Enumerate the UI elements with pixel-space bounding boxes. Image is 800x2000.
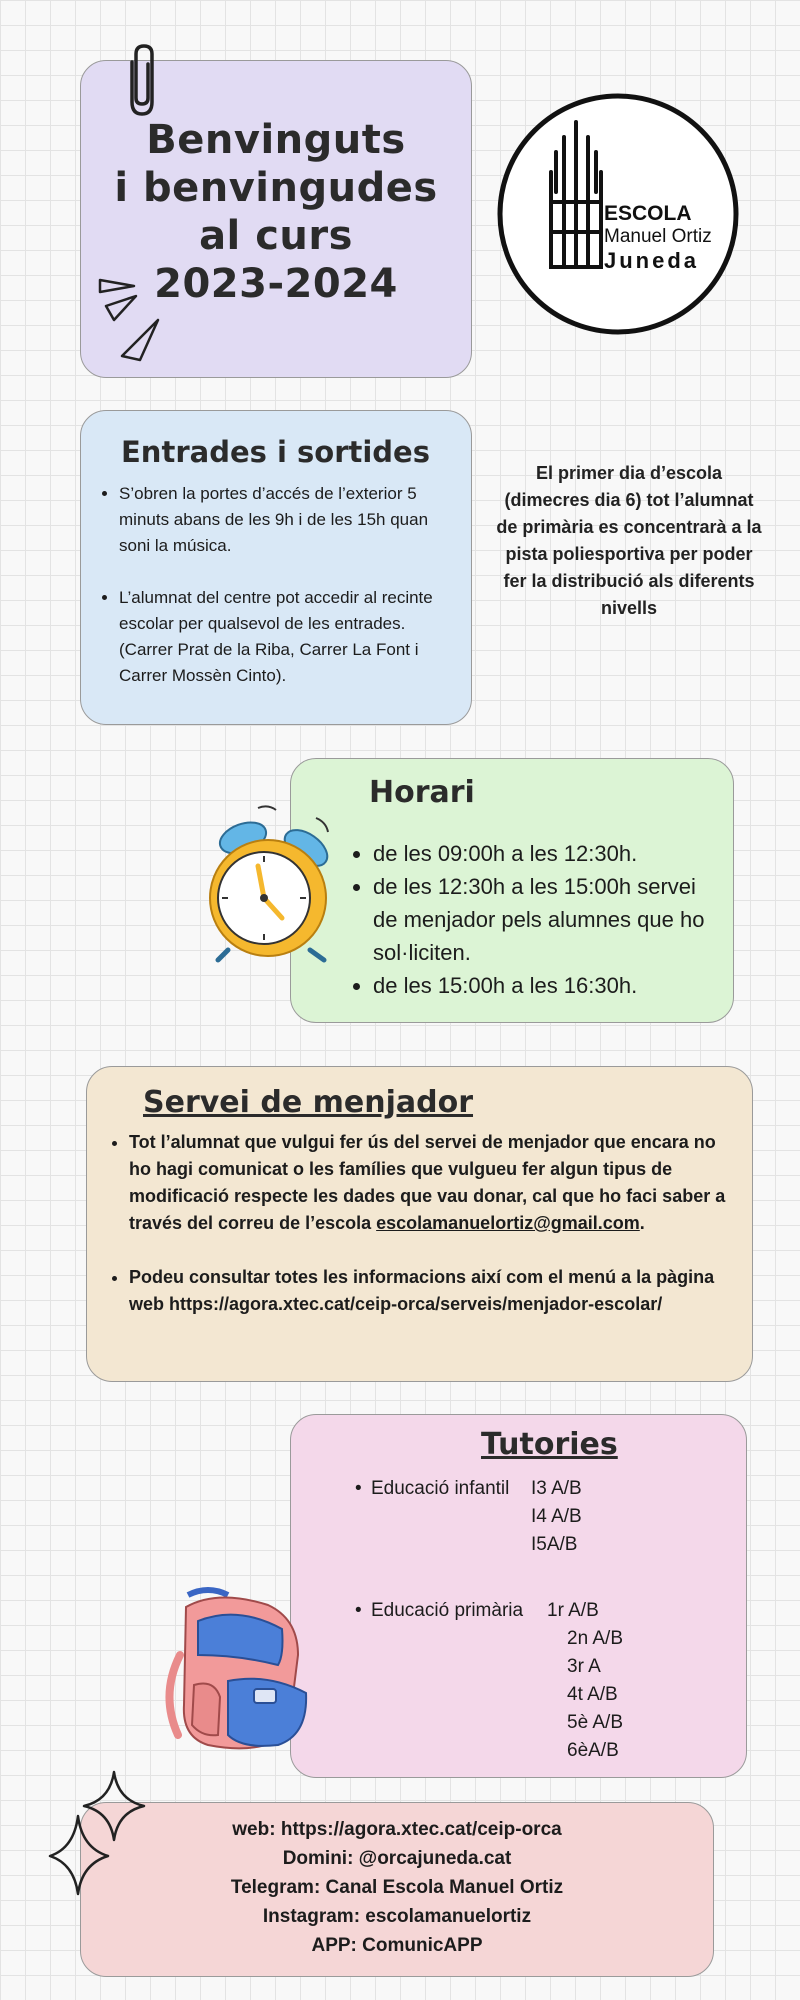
list-item: • de les 12:30h a les 15:00h servei de menjador pels alumnes que ho sol·liciten. (373, 870, 713, 969)
class-item: 1r A/B (547, 1600, 599, 1621)
welcome-title-line: al curs (199, 213, 353, 259)
welcome-title-line: 2023-2024 (154, 261, 398, 307)
tutories-primaria-label: Educació primària (371, 1600, 524, 1621)
list-item (129, 1129, 729, 1237)
first-day-note: El primer dia d’escola (dimecres dia 6) tot l’alumnat de primària es concentrarà a la pista poliesportiva per poder fer la distribució als diferents nivells (496, 463, 762, 618)
welcome-title-line: i benvingudes (114, 165, 438, 211)
list-item: • S’obren la portes d’accés de l’exterior 5 minuts abans de les 9h i de les 15h quan soni la música. (119, 481, 459, 559)
tutories-card (290, 1414, 747, 1778)
list-item: • de les 09:00h a les 12:30h. (373, 837, 713, 870)
sparkle-icon (48, 1766, 148, 1896)
class-item: I3 A/B (531, 1478, 582, 1499)
logo-line2: Manuel Ortiz (604, 226, 712, 247)
contact-app: APP: ComunicAPP (311, 1935, 483, 1956)
paperclip-icon (118, 42, 162, 120)
tutories-title: Tutories (481, 1427, 618, 1462)
tutories-infantil (355, 1475, 671, 1565)
horari-list (351, 837, 713, 1002)
list-item: • Podeu consultar totes les informacions així com el menú a la pàgina web https://agora.xtec.cat/ceip-orca/serveis/menjador-escolar/ (129, 1264, 729, 1318)
logo-line1: ESCOLA (604, 202, 692, 225)
contact-card (80, 1802, 714, 1977)
bullet-icon: • (355, 1478, 362, 1499)
menjador-item1-text: Tot l’alumnat que vulgui fer ús del servei de menjador que encara no ho hagi comunicat o les famílies que vulgueu fer algun tipus de modificació respecte les dades que vau donar, cal que ho faci saber a través del correu de l’escola (129, 1132, 726, 1233)
contact-lines (81, 1815, 713, 1960)
menjador-item1-end: . (639, 1213, 645, 1233)
class-item: 2n A/B (567, 1628, 623, 1649)
contact-domain: Domini: @orcajuneda.cat (282, 1848, 512, 1869)
school-logo (496, 92, 740, 336)
list-item: • de les 15:00h a les 16:30h. (373, 969, 713, 1002)
menjador-title: Servei de menjador (143, 1085, 474, 1120)
logo-line3: Juneda (604, 248, 700, 273)
menjador-card (86, 1066, 753, 1382)
contact-web[interactable]: web: https://agora.xtec.cat/ceip-orca (232, 1819, 562, 1840)
menjador-list (107, 1129, 729, 1345)
bullet-icon: • (355, 1600, 362, 1621)
email-link[interactable]: escolamanuelortiz@gmail.com (376, 1213, 640, 1233)
alarm-clock-icon (198, 800, 358, 965)
contact-telegram: Telegram: Canal Escola Manuel Ortiz (230, 1877, 564, 1898)
class-item: I4 A/B (531, 1506, 582, 1527)
class-item: 5è A/B (567, 1712, 623, 1733)
horari-title: Horari (369, 775, 475, 810)
tutories-primaria (355, 1597, 671, 1767)
class-item: I5A/B (531, 1534, 578, 1555)
contact-instagram: Instagram: escolamanuelortiz (262, 1906, 532, 1927)
backpack-icon (158, 1585, 328, 1760)
entrades-list (97, 481, 459, 715)
list-item: • L’alumnat del centre pot accedir al recinte escolar per qualsevol de les entrades. (Carrer Prat de la Riba, Carrer La Font i Carrer Mossèn Cinto). (119, 585, 459, 689)
class-item: 3r A (567, 1656, 601, 1677)
welcome-title-line: Benvinguts (146, 117, 406, 163)
megaphone-lines-icon (96, 276, 166, 366)
class-item: 6èA/B (567, 1740, 619, 1761)
class-item: 4t A/B (567, 1684, 618, 1705)
tutories-infantil-label: Educació infantil (371, 1478, 510, 1499)
entrades-title: Entrades i sortides (121, 435, 430, 469)
entrades-card (80, 410, 472, 725)
